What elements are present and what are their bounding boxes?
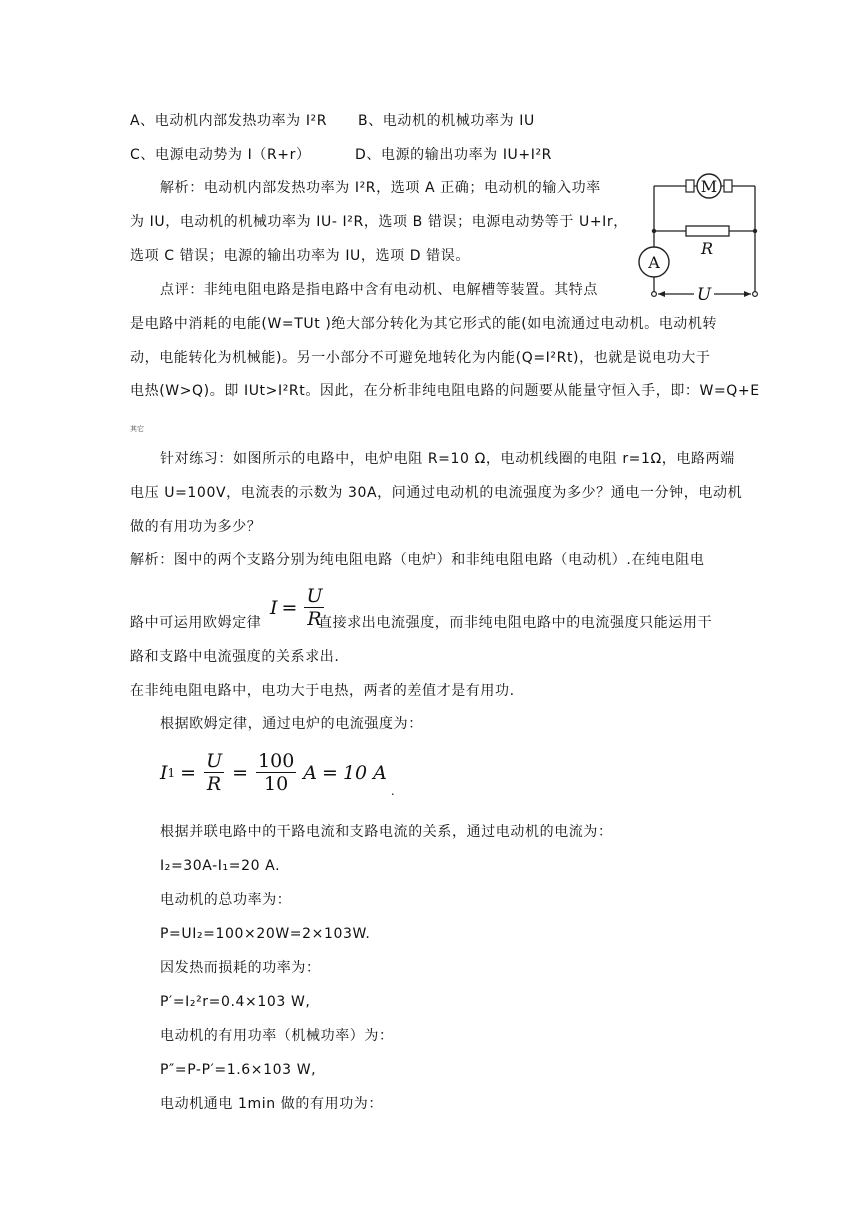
analysis-line-1: 解析：电动机内部发热功率为 I²R，选项 A 正确；电动机的输入功率 [160,180,601,196]
solution-line-14: 电动机通电 1min 做的有用功为： [160,1096,384,1112]
option-b: B、电动机的机械功率为 IU [358,113,535,129]
analysis-line-2: 为 IU，电动机的机械功率为 IU- I²R，选项 B 错误；电源电动势等于 U+Ir， [130,214,628,230]
solution-line-3: 路和支路中电流强度的关系求出. [130,649,340,665]
motor-symbol [686,174,732,198]
current-i1-formula: I 1 = $\frac{U}{R}$ = $\frac{100}{10}$ A = 10 A . [160,750,395,798]
solution-line-8: 电动机的总功率为： [160,892,292,908]
solution-line-2a: 路中可运用欧姆定律 [130,615,262,631]
circuit-diagram [636,168,766,303]
solution-line-7: I₂=30A-I₁=20 A. [160,858,281,874]
option-d: D、电源的输出功率为 IU+I²R [355,147,553,163]
comment-subscript: 其它 [130,425,144,433]
solution-line-1: 解析：图中的两个支路分别为纯电阻电路（电炉）和非纯电阻电路（电动机）.在纯电阻电 [130,552,705,568]
motor-label: M [700,177,718,196]
voltage-label: U [696,285,712,303]
ammeter-symbol [639,247,669,277]
solution-line-10: 因发热而损耗的功率为： [160,960,321,976]
ohm-lhs: I [270,596,278,619]
exercise-line-3: 做的有用功为多少？ [130,519,262,535]
solution-line-6: 根据并联电路中的干路电流和支路电流的关系，通过电动机的电流为： [160,824,613,840]
ohm-law-formula: I = $\frac{U}{R}$ [270,585,323,630]
solution-line-13: P″=P-P′=1.6×103 W, [160,1062,317,1078]
option-c: C、电源电动势为 I（R+r） [130,147,311,163]
ammeter-label: A [648,253,660,272]
option-a: A、电动机内部发热功率为 I²R [130,113,328,129]
comment-line-1: 点评：非纯电阻电路是指电路中含有电动机、电解槽等装置。其特点 [160,282,598,298]
comment-line-3: 动，电能转化为机械能)。另一小部分不可避免地转化为内能(Q=I²Rt)，也就是说电功大于 [130,350,711,366]
ohm-denominator: R [307,608,322,630]
solution-line-11: P′=I₂²r=0.4×103 W, [160,994,311,1010]
exercise-line-2: 电压 U=100V，电流表的示数为 30A，问通过电动机的电流强度为多少？通电一分钟，电动机 [130,485,743,501]
comment-line-2: 是电路中消耗的电能(W=TUt )绝大部分转化为其它形式的能(如电流通过电动机。电动机转 [130,316,718,332]
exercise-line-1: 针对练习：如图所示的电路中，电炉电阻 R=10 Ω，电动机线圈的电阻 r=1Ω，电路两端 [160,451,735,467]
ohm-numerator: U [306,585,323,607]
solution-line-5: 根据欧姆定律，通过电炉的电流强度为： [160,716,423,732]
analysis-line-3: 选项 C 错误；电源的输出功率为 IU，选项 D 错误。 [130,248,470,264]
resistor-label: R [700,239,714,258]
solution-line-12: 电动机的有用功率（机械功率）为： [160,1028,394,1044]
resistor-symbol [686,226,729,258]
solution-line-9: P=UI₂=100×20W=2×103W. [160,926,371,942]
solution-line-2b: 直接求出电流强度，而非纯电阻电路中的电流强度只能运用干 [318,615,713,631]
solution-line-4: 在非纯电阻电路中，电功大于电热，两者的差值才是有用功. [130,683,515,699]
comment-line-4: 电热(W>Q)。即 IUt>I²Rt。因此，在分析非纯电阻电路的问题要从能量守恒入手，即：W=Q+E [130,383,760,399]
